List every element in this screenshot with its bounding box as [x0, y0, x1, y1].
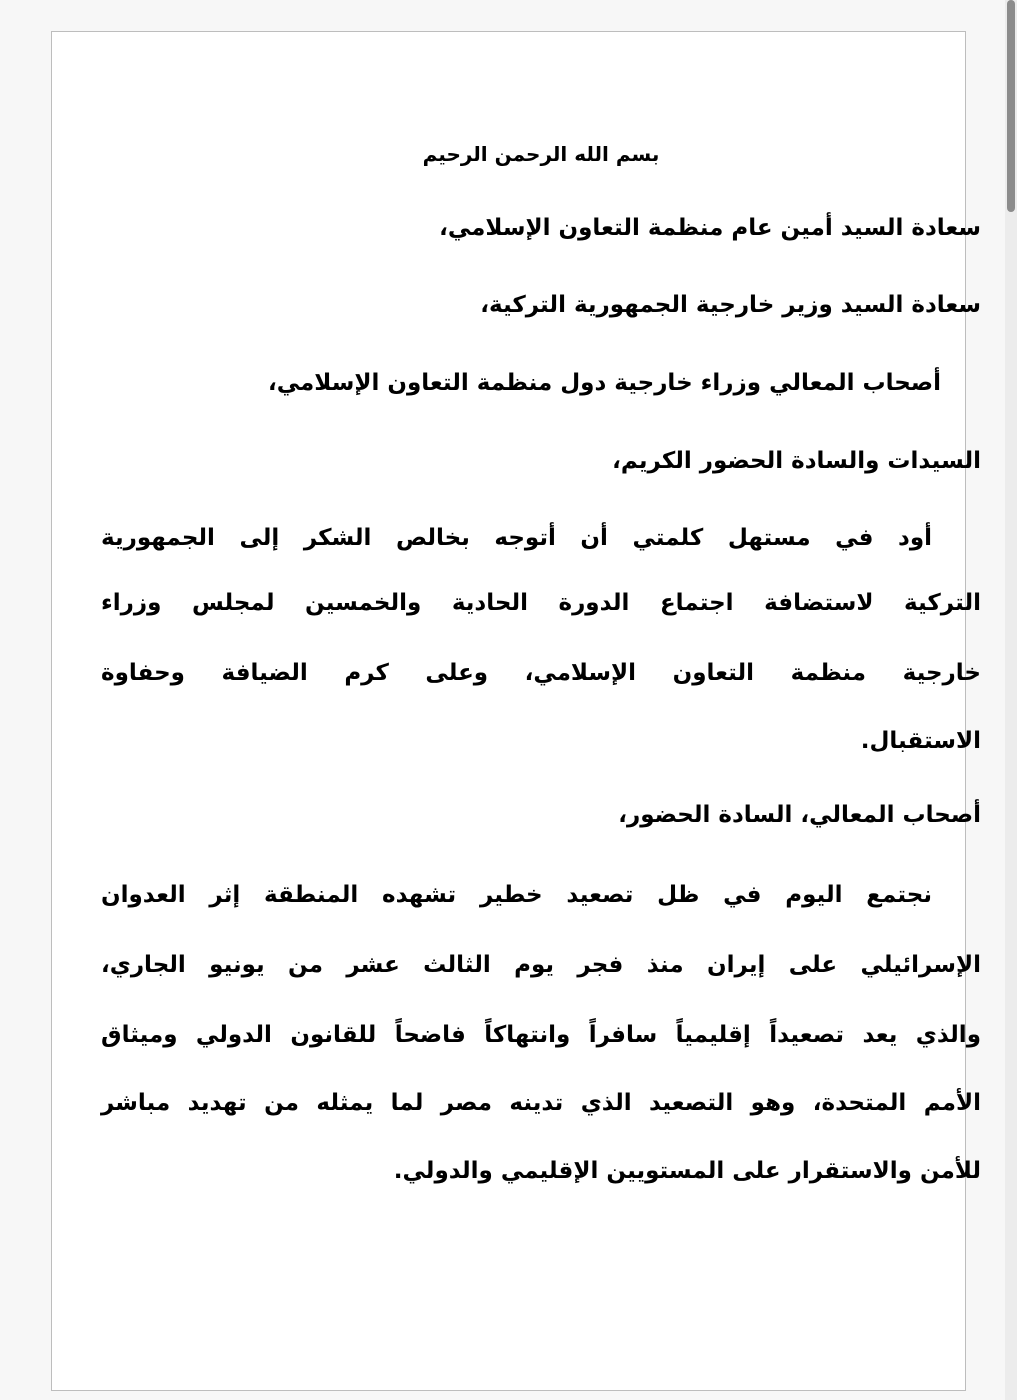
paragraph2-line: الإسرائيلي على إيران منذ فجر يوم الثالث عشر من يونيو الجاري،	[101, 952, 981, 978]
salutation-audience: السيدات والسادة الحضور الكريم،	[612, 448, 981, 474]
salutation-turkish-minister: سعادة السيد وزير خارجية الجمهورية التركية،	[480, 292, 981, 318]
paragraph1-line: التركية لاستضافة اجتماع الدورة الحادية والخمسين لمجلس وزراء	[101, 590, 981, 616]
basmala: بسم الله الرحمن الرحيم	[422, 142, 660, 166]
paragraph1-line: خارجية منظمة التعاون الإسلامي، وعلى كرم الضيافة وحفاوة	[101, 660, 981, 686]
salutation-excellencies: أصحاب المعالي، السادة الحضور،	[618, 802, 981, 828]
paragraph2-line: الأمم المتحدة، وهو التصعيد الذي تدينه مصر لما يمثله من تهديد مباشر	[101, 1090, 981, 1116]
scrollbar[interactable]	[1005, 0, 1017, 1400]
document-page	[51, 31, 981, 1391]
paragraph2-line: والذي يعد تصعيداً إقليمياً سافراً وانتهاكاً فاضحاً للقانون الدولي وميثاق	[101, 1022, 981, 1048]
paragraph2-line: للأمن والاستقرار على المستويين الإقليمي والدولي.	[393, 1158, 981, 1184]
paragraph2-line: نجتمع اليوم في ظل تصعيد خطير تشهده المنطقة إثر العدوان	[101, 882, 932, 908]
salutation-ministers: أصحاب المعالي وزراء خارجية دول منظمة التعاون الإسلامي،	[268, 370, 941, 396]
salutation-secretary-general: سعادة السيد أمين عام منظمة التعاون الإسلامي،	[439, 215, 981, 241]
paragraph1-line: أود في مستهل كلمتي أن أتوجه بخالص الشكر إلى الجمهورية	[101, 525, 932, 551]
paragraph1-line: الاستقبال.	[860, 728, 981, 754]
scrollbar-thumb[interactable]	[1007, 0, 1015, 212]
